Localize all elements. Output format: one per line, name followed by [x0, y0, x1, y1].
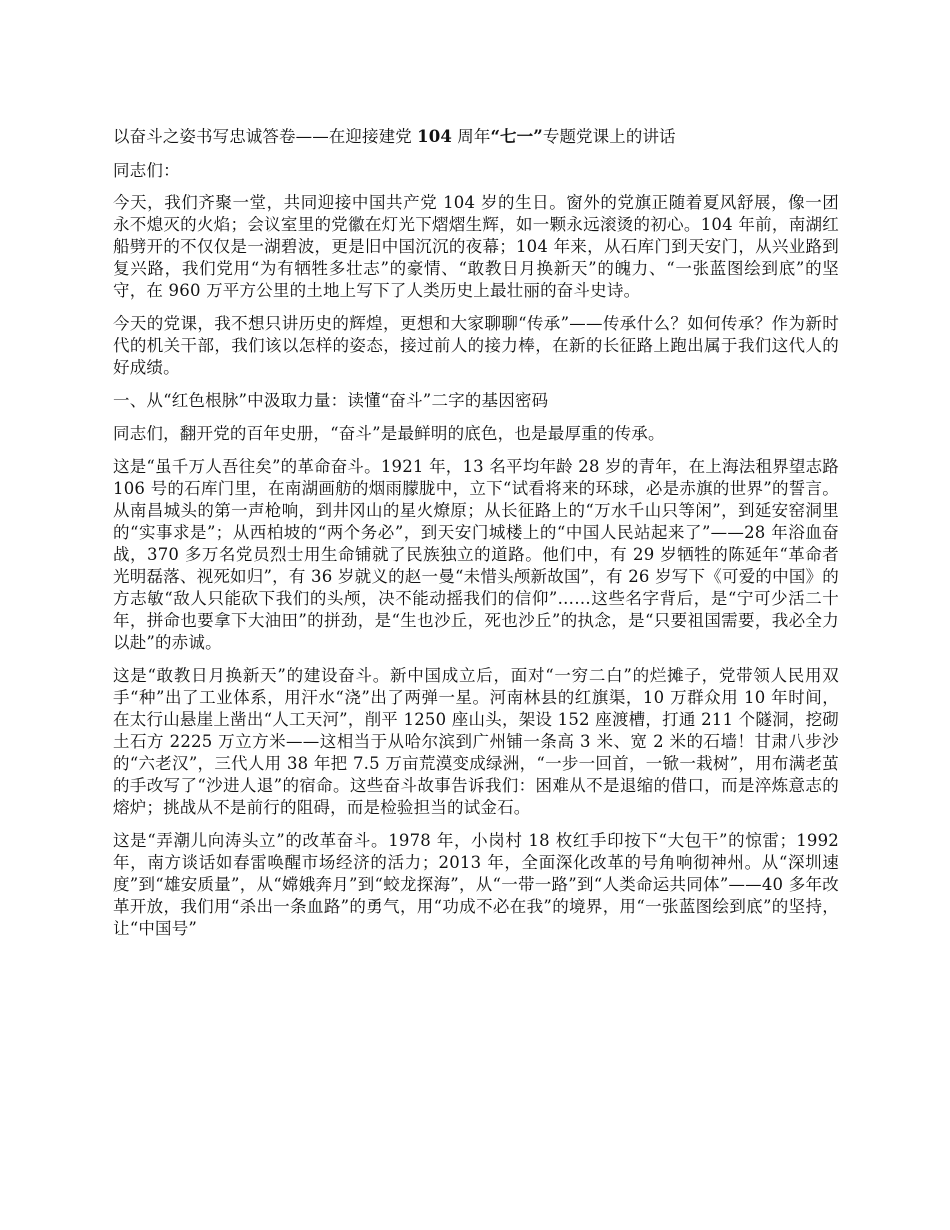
paragraph-struggle-intro: 同志们，翻开党的百年史册，“奋斗”是最鲜明的底色，也是最厚重的传承。 [113, 424, 665, 443]
paragraph-intro: 今天，我们齐聚一堂，共同迎接中国共产党 104 岁的生日。窗外的党旗正随着夏风舒展，像一团永不熄灭的火焰；会议室里的党徽在灯光下熠熠生辉，如一颗永远滚烫的初心。104 年前，南湖红船劈开的不仅仅是一湖碧波，更是旧中国沉沉的夜幕；104 年来，从石库门到天安门，从兴业路到复兴路，我们党用“为有牺牲多壮志”的豪情、“敢教日月换新天”的魄力、“一张蓝图绘到底”的坚守，在 960 万平方公里的土地上写下了人类历史上最壮丽的奋斗史诗。 [113, 193, 839, 300]
title-part1: 以奋斗之姿书写忠诚答卷——在迎接建党 [113, 127, 418, 146]
title-quote: “七一” [490, 127, 543, 146]
section-heading-1: 一、从“红色根脉”中汲取力量：读懂“奋斗”二字的基因密码 [113, 391, 549, 410]
paragraph-reform: 这是“弄潮儿向涛头立”的改革奋斗。1978 年，小岗村 18 枚红手印按下“大包干”的惊雷；1992 年，南方谈话如春雷唤醒市场经济的活力；2013 年，全面深化改革的号角响彻神州。从“深圳速度”到“雄安质量”，从“嫦娥奔月”到“蛟龙探海”，从“一带一路”到“人类命运共同体”——40 多年改革开放，我们用“杀出一条血路”的勇气，用“功成不必在我”的境界，用“一张蓝图绘到底”的坚持，让“中国号” [113, 831, 839, 938]
salutation: 同志们： [113, 161, 180, 180]
paragraph-purpose: 今天的党课，我不想只讲历史的辉煌，更想和大家聊聊“传承”——传承什么？如何传承？作为新时代的机关干部，我们该以怎样的姿态，接过前人的接力棒，在新的长征路上跑出属于我们这代人的好成绩。 [113, 314, 839, 377]
paragraph-construction: 这是“敢教日月换新天”的建设奋斗。新中国成立后，面对“一穷二白”的烂摊子，党带领人民用双手“种”出了工业体系，用汗水“浇”出了两弹一星。河南林县的红旗渠，10 万群众用 10 年时间，在太行山悬崖上凿出“人工天河”，削平 1250 座山头，架设 152 座渡槽，打通 211 个隧洞，挖砌土石方 2225 万立方米——这相当于从哈尔滨到广州铺一条高 3 米、宽 2 米的石墙！甘肃八步沙的“六老汉”，三代人用 38 年把 7.5 万亩荒漠变成绿洲，“一步一回首，一锨一栽树”，用布满老茧的手改写了“沙进人退”的宿命。这些奋斗故事告诉我们：困难从不是退缩的借口，而是淬炼意志的熔炉；挑战从不是前行的阻碍，而是检验担当的试金石。 [113, 666, 839, 817]
title-part3: 专题党课上的讲话 [542, 127, 676, 146]
document-page [113, 126, 839, 951]
title-number: 104 [417, 127, 452, 146]
document-title [113, 126, 839, 148]
title-part2: 周年 [451, 127, 491, 146]
paragraph-revolution: 这是“虽千万人吾往矣”的革命奋斗。1921 年，13 名平均年龄 28 岁的青年，在上海法租界望志路 106 号的石库门里，在南湖画舫的烟雨朦胧中，立下“试看将来的环球，必是赤旗的世界”的誓言。从南昌城头的第一声枪响，到井冈山的星火燎原；从长征路上的“万水千山只等闲”，到延安窑洞里的“实事求是”；从西柏坡的“两个务必”，到天安门城楼上的“中国人民站起来了”——28 年浴血奋战，370 多万名党员烈士用生命铺就了民族独立的道路。他们中，有 29 岁牺牲的陈延年“革命者光明磊落、视死如归”，有 36 岁就义的赵一曼“未惜头颅新故国”，有 26 岁写下《可爱的中国》的方志敏“敌人只能砍下我们的头颅，决不能动摇我们的信仰”……这些名字背后，是“宁可少活二十年，拼命也要拿下大油田”的拼劲，是“生也沙丘，死也沙丘”的执念，是“只要祖国需要，我必全力以赴”的赤诚。 [113, 457, 839, 652]
